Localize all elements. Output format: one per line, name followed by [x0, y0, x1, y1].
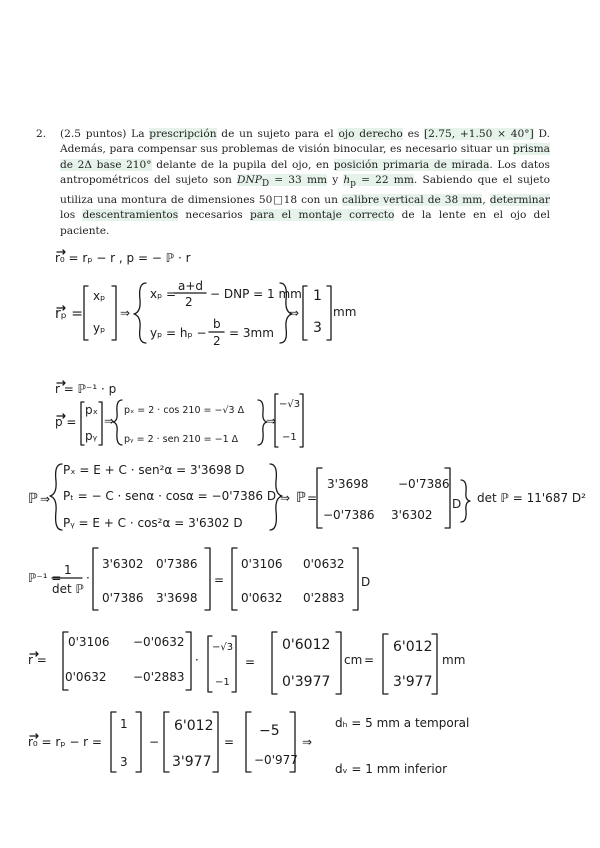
r0-b-2: 3'977 [172, 754, 212, 770]
rp-matrix-y: yₚ [93, 321, 106, 335]
r0-label: r₀ = rₚ − r = [28, 735, 102, 749]
implies-arrow: ⇒ [266, 414, 277, 428]
r-mm-2: 3'977 [393, 674, 433, 690]
Pinv-adj-11: 3'6302 [102, 557, 144, 571]
problem-text: (2.5 puntos) La prescripción de un sujeto para el ojo derecho es [2.75, +1.50 × 40°] D. Además, para compensar sus problemas de visión binocular, es necesario situar un prisma de 2Δ base 210° delante de la pupila del ojo, en posición primaria de mirada. Los datos antropométricos del sujeto son $DNP_D = 33$ mm y $h_p = 22$ mm. Sabiendo que el sujeto utiliza una montura de dimensiones 50□18 con un calibre vertical de 38 mm, determinar los descentramientos necesarios para el montaje correcto de la lente en el ojo del paciente. [60, 128, 550, 237]
p-val-x: −√3 [279, 399, 301, 410]
xp-eq: xₚ = [150, 287, 177, 301]
implies-arrow: ⇒ [104, 414, 115, 428]
rp-label: rₚ = [55, 306, 83, 322]
P-m12: −0'7386 [398, 477, 450, 491]
r-label: r = [28, 653, 47, 667]
equals: = [307, 491, 318, 505]
equals: = [214, 573, 225, 587]
r-m1-11: 0'3106 [68, 635, 110, 649]
implies-arrow: ⇒ [289, 306, 300, 320]
vector-relation: r₀ = rₚ − r , p = − ℙ · r [55, 251, 191, 265]
Pinv-21: 0'0632 [241, 591, 283, 605]
Pinv-adj-21: 0'7386 [102, 591, 144, 605]
P-xy-eq: Pₜ = − C · senα · cosα = −0'7386 D [63, 489, 277, 503]
r0-c-1: −5 [259, 723, 280, 739]
r-m1-12: −0'0632 [133, 635, 185, 649]
r0-c-2: −0'977 [254, 753, 298, 767]
r0-b-1: 6'012 [174, 718, 214, 734]
r-m1-21: 0'0632 [65, 670, 107, 684]
rp-matrix-x: xₚ [93, 289, 106, 303]
py-equation: pᵧ = 2 · sen 210 = −1 Δ [124, 434, 239, 445]
p-val-y: −1 [282, 432, 297, 443]
r0-a-1: 1 [120, 717, 128, 731]
problem-number: 2. [36, 128, 47, 140]
unit-diopter: D [452, 497, 462, 511]
yp-frac-den: 2 [213, 334, 221, 348]
p-label: p = [55, 415, 77, 429]
xp-frac-num: a+d [178, 279, 204, 293]
determinant: det ℙ = 11'687 D² [477, 491, 586, 505]
implies-arrow: ⇒ [302, 735, 313, 749]
implies-arrow: ⇒ [40, 492, 51, 506]
r0-a-2: 3 [120, 755, 128, 769]
rp-val-y: 3 [313, 320, 322, 336]
Pinv-adj-22: 3'3698 [156, 591, 198, 605]
P-xx-eq: Pₓ = E + C · sen²α = 3'3698 D [63, 463, 245, 477]
r-cm-1: 0'6012 [282, 637, 331, 653]
rp-val-x: 1 [313, 288, 322, 304]
Pinv-11: 0'3106 [241, 557, 283, 571]
implies-arrow: ⇒ [120, 306, 131, 320]
p-matrix-y: pᵧ [85, 429, 98, 443]
yp-frac-num: b [213, 317, 221, 331]
dot: · [86, 571, 90, 585]
Pinv-frac-den: det ℙ [52, 582, 84, 596]
xp-frac-den: 2 [185, 295, 193, 309]
P-label: ℙ [28, 491, 38, 507]
r-m2-1: −√3 [212, 642, 234, 653]
p-matrix-x: pₓ [85, 403, 98, 417]
P-yy-eq: Pᵧ = E + C · cos²α = 3'6302 D [63, 516, 243, 530]
P-label-2: ℙ [296, 490, 306, 506]
Pinv-12: 0'0632 [303, 557, 345, 571]
minus: − [149, 735, 160, 749]
yp-result: = 3mm [229, 326, 274, 340]
r-relation: r = ℙ⁻¹ · p [55, 382, 117, 396]
unit-mm-2: mm [442, 653, 466, 667]
r-m2-2: −1 [215, 677, 230, 688]
unit-cm: cm [344, 653, 363, 667]
unit-diopter-2: D [361, 575, 371, 589]
Pinv-frac-num: 1 [64, 563, 72, 577]
Pinv-22: 0'2883 [303, 591, 345, 605]
yp-eq: yₚ = hₚ − [150, 326, 207, 340]
dot: · [195, 653, 199, 667]
px-equation: pₓ = 2 · cos 210 = −√3 Δ [124, 405, 245, 416]
implies-arrow: ⇒ [280, 491, 291, 505]
vertical-decentration: dᵥ = 1 mm inferior [335, 762, 448, 776]
r-m1-22: −0'2883 [133, 670, 185, 684]
Pinv-label: ℙ⁻¹ = [28, 571, 62, 585]
equals: = [364, 653, 375, 667]
r-mm-1: 6'012 [393, 639, 433, 655]
r-cm-2: 0'3977 [282, 674, 331, 690]
P-m11: 3'3698 [327, 477, 369, 491]
Pinv-adj-12: 0'7386 [156, 557, 198, 571]
P-m21: −0'7386 [323, 508, 375, 522]
equals: = [245, 655, 256, 669]
xp-result: − DNP = 1 mm [210, 287, 302, 301]
horizontal-decentration: dₕ = 5 mm a temporal [335, 716, 470, 730]
unit-mm: mm [333, 305, 357, 319]
P-m22: 3'6302 [391, 508, 433, 522]
equals: = [224, 735, 235, 749]
